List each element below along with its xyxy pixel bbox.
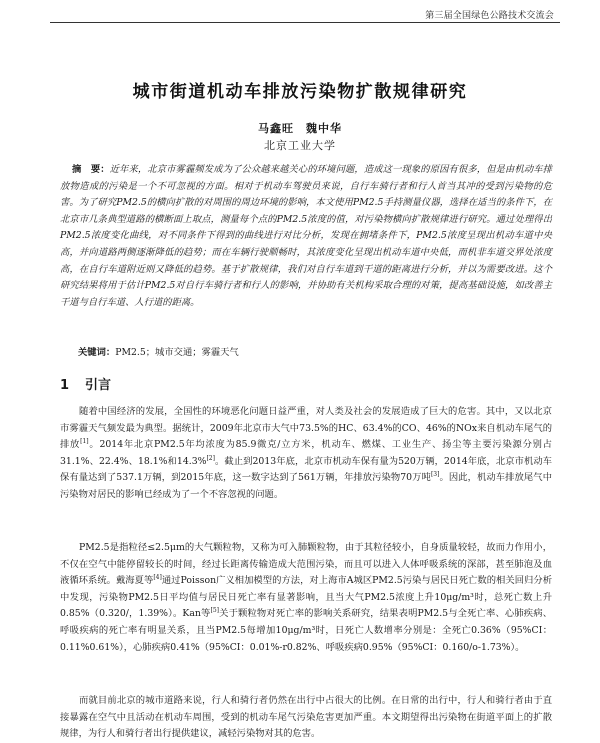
running-title: 第三届全国绿色公路技术交流会 bbox=[425, 11, 554, 21]
section-title: 引言 bbox=[85, 378, 112, 393]
abstract-label: 摘 要： bbox=[72, 164, 110, 175]
paragraph-2 bbox=[60, 540, 552, 656]
affiliation: 北京工业大学 bbox=[264, 139, 336, 152]
abstract-text: 近年来，北京市雾霾频发成为了公众越来越关心的环境问题，造成这一现象的原因有很多，但是由机动车排放物造成的污染是一个不可忽视的方面。相对于机动车驾驶员来说，自行车骑行者和行人首当其冲的受到污染物的危害。为了研究PM2.5的横向扩散的对周围的周边环境的影响，本文使用PM2.5手持测量仪器，选择在适当的条件下，在北京市几条典型道路的横断面上取点，测量每个点的PM2.5浓度的值，对污染物横向扩散规律进行研究。通过处理得出PM2.5浓度变化曲线，对不同条件下得到的曲线进行对比分析，发现在拥堵条件下，PM2.5浓度呈现出机动车道中央高，并向道路两侧逐渐降低的趋势；而在车辆行驶顺畅时，其浓度变化呈现出机动车道中央低，而机非车道交界处浓度高，在自行车道附近则又降低的趋势。基于扩散规律，我们对自行车道到干道的距离进行分析，并以为需要改进。这个研究结果将用于估计PM2.5对自行车骑行者和行人的影响，并协助有关机构采取合理的对策，提高基础设施，如改善主干道与自行车道、人行道的距离。 bbox=[60, 164, 552, 308]
paragraph-text: 。截止到2013年底，北京市机动车保有量为520万辆，2014年底，北京市机动车保有量达到了537.1万辆，到2015年底，这一数字达到了561万辆，年排放污染物70万吨 bbox=[60, 455, 552, 484]
citation: [2] bbox=[206, 454, 215, 462]
paragraph-text: 而就目前北京的城市道路来说，行人和骑行者仍然在出行中占很大的比例。在日常的出行中，行人和骑行者由于直接暴露在空气中且活动在机动车周围，受到的机动车尾气污染危害更加严重。本文期望得出污染物在街道平面上的扩散规律，为行人和骑行者出行提供建议，减轻污染物对其的危害。 bbox=[60, 695, 552, 740]
citation: [3] bbox=[430, 471, 440, 479]
paragraph-text: 随着中国经济的发展，全国性的环境恶化问题日益严重，对人类及社会的发展造成了巨大的危害。其中，又以北京市雾霾天气频发最为典型。据统计，2009年北京市大气中73.5%的HC、63.4%的CO、46%的NOx来自机动车尾气的排放 bbox=[60, 406, 552, 451]
authors: 马鑫旺 魏中华 bbox=[258, 122, 342, 135]
abstract bbox=[60, 162, 552, 311]
paper-title: 城市街道机动车排放污染物扩散规律研究 bbox=[132, 82, 468, 102]
paragraph-text: 通过Poisson广义相加模型的方法，对上海市A城区PM2.5污染与居民日死亡数的相关回归分析中发现，污染物PM2.5日平均值与居民日死亡率有显著影响，且当大气PM2.5浓度上升10μg/m³时，总死亡数上升0.85%（0.320/，1.39%）。Kan等 bbox=[60, 575, 552, 620]
citation: [5] bbox=[210, 607, 219, 615]
paragraph-text: 。因此，机动车排放尾气中污染物对居民的影响已经成为了一个不容忽视的问题。 bbox=[60, 472, 552, 500]
citation: [4] bbox=[153, 574, 162, 582]
keywords-label: 关键词： bbox=[78, 347, 116, 358]
keywords bbox=[78, 345, 548, 361]
section-number: 1 bbox=[60, 378, 70, 393]
paragraph-3 bbox=[60, 693, 552, 743]
paragraph-text: PM2.5是指粒径≤2.5μm的大气颗粒物，又称为可入肺颗粒物，由于其粒径较小，自身质量较轻，故而力作用小，不仅在空气中能停留较长的时间，经过长距离传输造成大范围污染，而且可以进入人体呼吸系统的深部，甚至肺泡及血液循环系统。戴海夏等 bbox=[60, 542, 552, 587]
citation: [1] bbox=[80, 438, 89, 446]
paragraph-text: 。2014年北京PM2.5年均浓度为85.9微克/立方米，机动车、燃煤、工业生产、扬尘等主要污染源分别占31.1%、22.4%、18.1%和14.3% bbox=[60, 439, 552, 467]
section-heading bbox=[60, 374, 111, 393]
running-header bbox=[0, 0, 600, 22]
keywords-text: PM2.5；城市交通；雾霾天气 bbox=[115, 347, 239, 358]
paragraph-text: 关于颗粒物对死亡率的影响关系研究，结果表明PM2.5与全死亡率、心肺疾病、呼吸疾病的死亡率有明显关系，且当PM2.5每增加10μg/m³时，日死亡人数增率分别是：全死亡0.36%（95%CI：0.11%0.61%），心肺疾病0.41%（95%CI：0.01%-r0.82%、呼吸疾病0.95%（95%CI：0.160/o-1.73%）。 bbox=[60, 608, 552, 653]
paragraph-1 bbox=[60, 404, 552, 504]
header-rule bbox=[50, 22, 560, 23]
